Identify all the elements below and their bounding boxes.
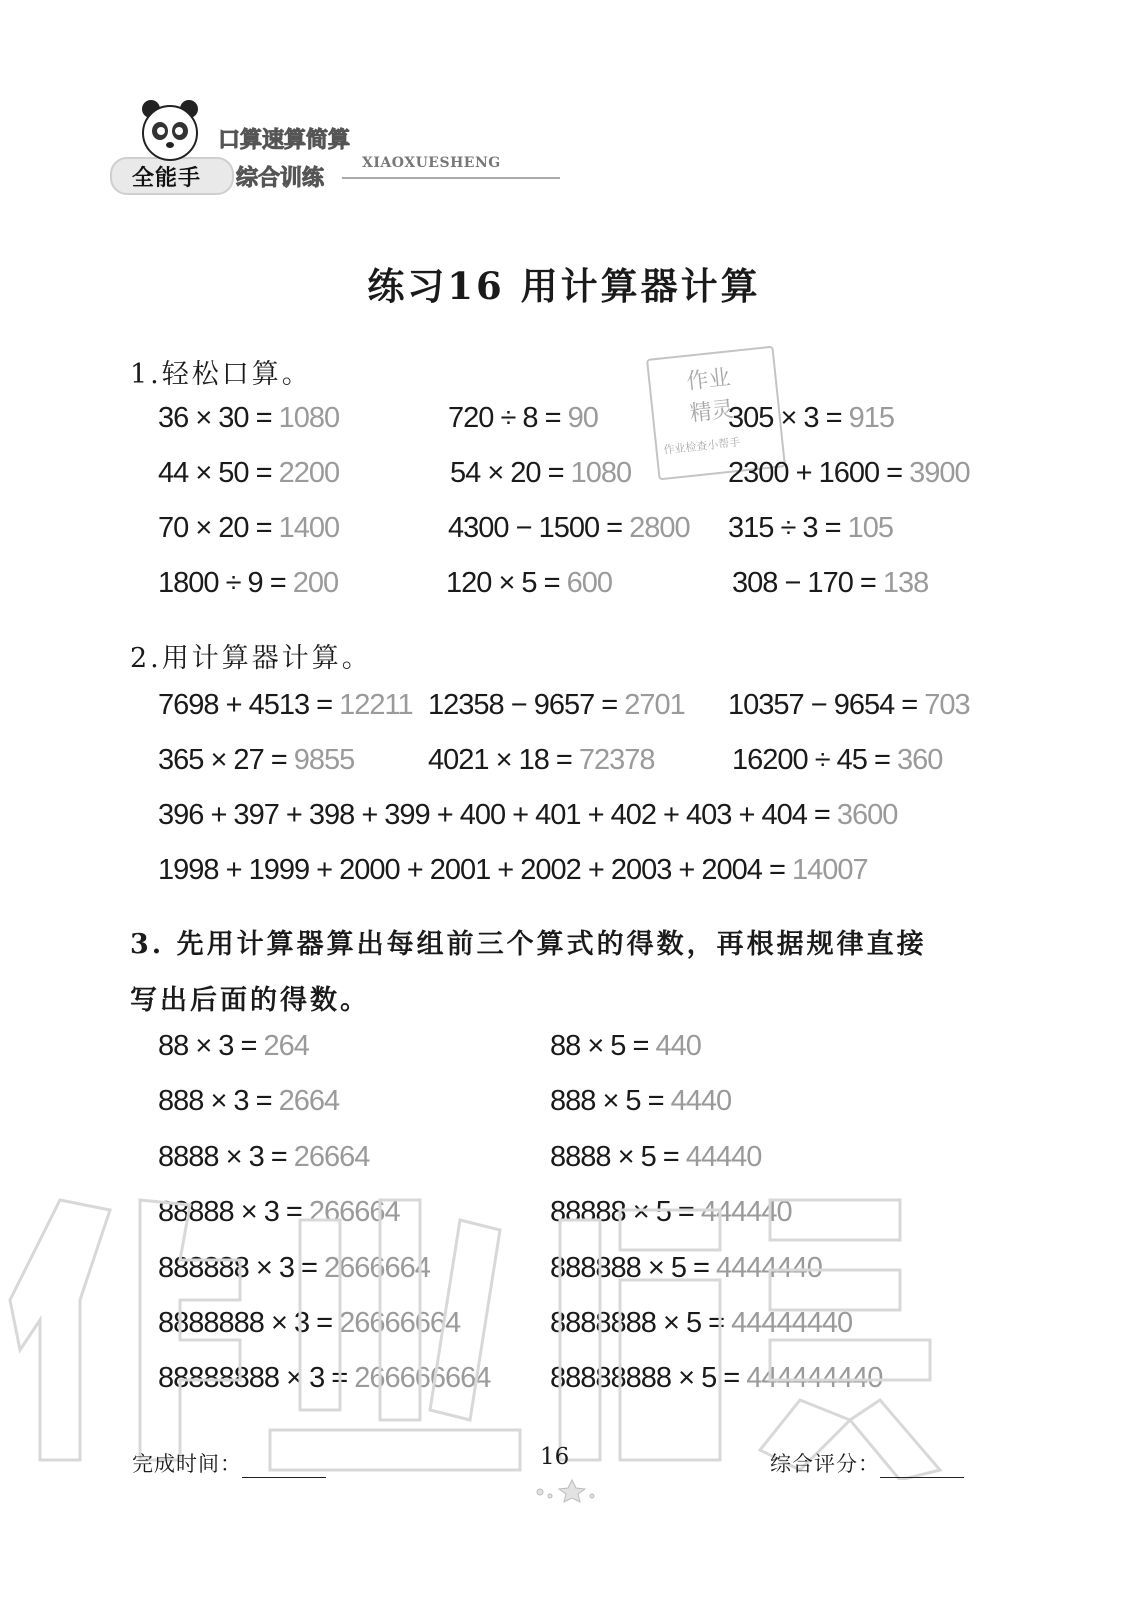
answer: 138 bbox=[882, 567, 929, 599]
score-blank[interactable] bbox=[880, 1457, 964, 1478]
problem: 2300 + 1600 = 3900 bbox=[728, 457, 970, 489]
answer: 26666664 bbox=[339, 1307, 461, 1339]
answer: 12211 bbox=[339, 689, 413, 721]
problem: 120 × 5 = 600 bbox=[446, 567, 613, 599]
answer: 266666664 bbox=[354, 1362, 491, 1394]
answer: 105 bbox=[847, 512, 893, 544]
problem: 88888888 × 3 = 266666664 bbox=[158, 1362, 491, 1394]
problem: 365 × 27 = 9855 bbox=[158, 744, 355, 776]
problem: 4021 × 18 = 72378 bbox=[428, 744, 655, 776]
problem: 8888888 × 3 = 26666664 bbox=[158, 1307, 461, 1339]
problem: 888888 × 5 = 4444440 bbox=[550, 1252, 822, 1284]
page-title: 练习16 用计算器计算 bbox=[367, 264, 761, 308]
answer: 1400 bbox=[278, 512, 340, 544]
problem: 70 × 20 = 1400 bbox=[158, 512, 340, 544]
answer: 90 bbox=[567, 402, 598, 434]
problem: 88 × 3 = 264 bbox=[158, 1030, 309, 1062]
overall-score: 综合评分： bbox=[770, 1448, 964, 1478]
header-logo bbox=[110, 95, 570, 205]
answer: 264 bbox=[263, 1030, 309, 1062]
stamp-line-2: 精灵 bbox=[688, 397, 736, 427]
answer: 2666664 bbox=[324, 1252, 430, 1284]
problem: 12358 − 9657 = 2701 bbox=[428, 689, 685, 721]
answer: 1080 bbox=[278, 402, 340, 434]
answer: 1080 bbox=[570, 457, 632, 489]
problem: 16200 ÷ 45 = 360 bbox=[732, 744, 943, 776]
answer: 4440 bbox=[670, 1085, 732, 1117]
section-2-heading: 2.用计算器计算。 bbox=[130, 643, 372, 674]
answer: 266664 bbox=[308, 1196, 400, 1228]
answer: 44440 bbox=[685, 1141, 762, 1173]
answer: 440 bbox=[655, 1030, 701, 1062]
problem: 305 × 3 = 915 bbox=[728, 402, 895, 434]
answer: 72378 bbox=[578, 744, 655, 776]
problem: 7698 + 4513 = 12211 bbox=[158, 689, 413, 721]
answer: 600 bbox=[566, 567, 613, 599]
problem: 88888888 × 5 = 444444440 bbox=[550, 1362, 883, 1394]
problem: 888 × 3 = 2664 bbox=[158, 1085, 340, 1117]
answer: 200 bbox=[292, 567, 339, 599]
problem: 4300 − 1500 = 2800 bbox=[448, 512, 690, 544]
answer: 4444440 bbox=[716, 1252, 822, 1284]
problem: 1800 ÷ 9 = 200 bbox=[158, 567, 339, 599]
problem: 315 ÷ 3 = 105 bbox=[728, 512, 893, 544]
problem: 8888 × 5 = 44440 bbox=[550, 1141, 762, 1173]
page-number: 16 bbox=[540, 1444, 570, 1470]
brand-text: XIAOXUESHENG bbox=[362, 155, 501, 171]
problem: 44 × 50 = 2200 bbox=[158, 457, 340, 489]
answer: 915 bbox=[848, 402, 895, 434]
answer: 3900 bbox=[909, 457, 970, 489]
answer: 26664 bbox=[293, 1141, 370, 1173]
answer: 444444440 bbox=[746, 1362, 883, 1394]
answer: 44444440 bbox=[731, 1307, 853, 1339]
problem: 54 × 20 = 1080 bbox=[450, 457, 632, 489]
section-1-heading: 1.轻松口算。 bbox=[130, 359, 312, 390]
problem: 8888 × 3 = 26664 bbox=[158, 1141, 370, 1173]
answer: 2664 bbox=[278, 1085, 340, 1117]
answer: 360 bbox=[896, 744, 943, 776]
problem: 396 + 397 + 398 + 399 + 400 + 401 + 402 + 403 + 404 = 3600 bbox=[158, 799, 898, 831]
problem: 8888888 × 5 = 44444440 bbox=[550, 1307, 853, 1339]
answer: 3600 bbox=[836, 799, 898, 831]
panda-mascot-icon bbox=[135, 95, 205, 165]
problem: 308 − 170 = 138 bbox=[732, 567, 929, 599]
section-3-heading-line1: 3. 先用计算器算出每组前三个算式的得数，再根据规律直接 bbox=[130, 929, 927, 960]
completion-time: 完成时间： bbox=[132, 1448, 326, 1478]
answer: 2800 bbox=[629, 512, 690, 544]
section-3-heading-line2: 写出后面的得数。 bbox=[130, 985, 370, 1016]
problem: 88888 × 3 = 266664 bbox=[158, 1196, 400, 1228]
star-decoration-icon bbox=[520, 1478, 600, 1504]
time-blank[interactable] bbox=[242, 1457, 326, 1478]
problem: 888888 × 3 = 2666664 bbox=[158, 1252, 430, 1284]
answer: 9855 bbox=[293, 744, 355, 776]
problem: 888 × 5 = 4440 bbox=[550, 1085, 732, 1117]
header-rule bbox=[342, 177, 560, 179]
problem: 88 × 5 = 440 bbox=[550, 1030, 701, 1062]
logo-tagline-top: 口算速算简算 bbox=[218, 128, 351, 153]
answer: 2701 bbox=[624, 689, 685, 721]
stamp-line-1: 作业 bbox=[685, 365, 732, 395]
answer: 703 bbox=[924, 689, 970, 721]
problem: 720 ÷ 8 = 90 bbox=[448, 402, 598, 434]
problem: 88888 × 5 = 444440 bbox=[550, 1196, 792, 1228]
logo-tagline-bottom: 综合训练 bbox=[236, 166, 325, 191]
answer: 2200 bbox=[278, 457, 340, 489]
stamp-line-3: 作业检查小帮手 bbox=[662, 435, 741, 457]
problem: 1998 + 1999 + 2000 + 2001 + 2002 + 2003 + 2004 = 14007 bbox=[158, 854, 868, 886]
answer: 14007 bbox=[791, 854, 868, 886]
answer: 444440 bbox=[700, 1196, 792, 1228]
problem: 36 × 30 = 1080 bbox=[158, 402, 340, 434]
logo-name: 全能手 bbox=[132, 166, 202, 191]
problem: 10357 − 9654 = 703 bbox=[728, 689, 970, 721]
